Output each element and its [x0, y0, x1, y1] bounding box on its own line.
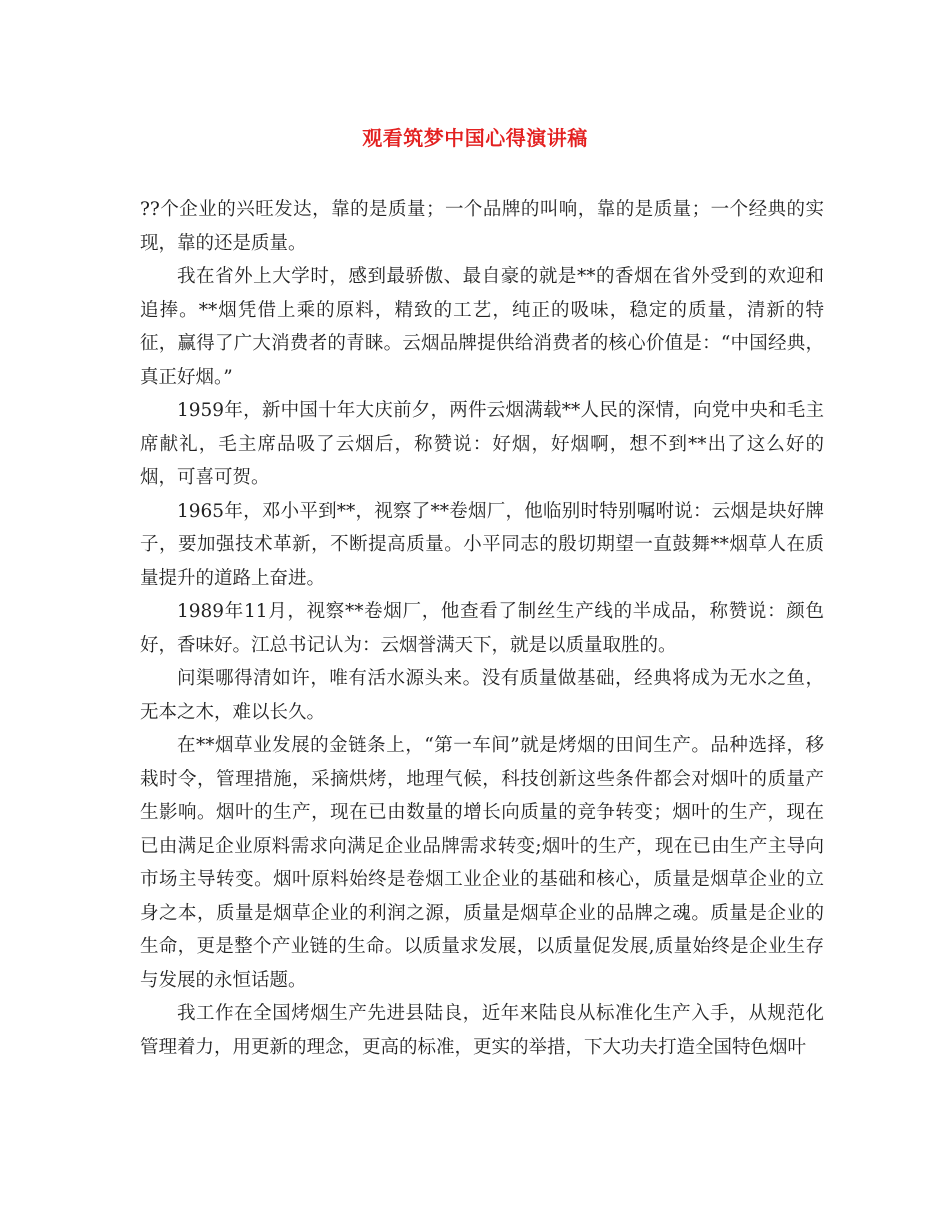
paragraph-7: 在**烟草业发展的金链条上，“第一车间”就是烤烟的田间生产。品种选择，移栽时令，管理措施，采摘烘烤，地理气候，科技创新这些条件都会对烟叶的质量产生影响。烟叶的生产，现在已由数量的增长向质量的竞争转变；烟叶的生产，现在已由满足企业原料需求向满足企业品牌需求转变;烟叶的生产，现在已由生产主导向市场主导转变。烟叶原料始终是卷烟工业企业的基础和核心，质量是烟草企业的立身之本，质量是烟草企业的利润之源，质量是烟草企业的品牌之魂。质量是企业的生命，更是整个产业链的生命。以质量求发展，以质量促发展,质量始终是企业生存与发展的永恒话题。 — [140, 735, 824, 991]
paragraph-2: 我在省外上大学时，感到最骄傲、最自豪的就是**的香烟在省外受到的欢迎和追捧。**烟凭借上乘的原料，精致的工艺，纯正的吸味，稳定的质量，清新的特征，赢得了广大消费者的青睐。云烟品牌提供给消费者的核心价值是：“中国经典，真正好烟。” — [140, 266, 824, 388]
paragraph-6: 问渠哪得清如许，唯有活水源头来。没有质量做基础，经典将成为无水之鱼，无本之木，难以长久。 — [140, 668, 824, 723]
document-title: 观看筑梦中国心得演讲稿 — [362, 126, 588, 150]
paragraph-1: ??个企业的兴旺发达，靠的是质量；一个品牌的叫响，靠的是质量；一个经典的实现，靠的还是质量。 — [140, 199, 824, 254]
document-body — [140, 193, 824, 1064]
paragraph-3: 1959年，新中国十年大庆前夕，两件云烟满载**人民的深情，向党中央和毛主席献礼，毛主席品吸了云烟后，称赞说：好烟，好烟啊，想不到**出了这么好的烟，可喜可贺。 — [140, 400, 824, 488]
paragraph-8: 我工作在全国烤烟生产先进县陆良，近年来陆良从标准化生产入手，从规范化管理着力，用更新的理念，更高的标准，更实的举措，下大功夫打造全国特色烟叶 — [140, 1003, 824, 1058]
paragraph-5: 1989年11月，视察**卷烟厂，他查看了制丝生产线的半成品，称赞说：颜色好，香味好。江总书记认为：云烟誉满天下，就是以质量取胜的。 — [140, 601, 824, 656]
paragraph-4: 1965年，邓小平到**，视察了**卷烟厂，他临别时特别嘱咐说：云烟是块好牌子，要加强技术革新，不断提高质量。小平同志的殷切期望一直鼓舞**烟草人在质量提升的道路上奋进。 — [140, 500, 824, 589]
